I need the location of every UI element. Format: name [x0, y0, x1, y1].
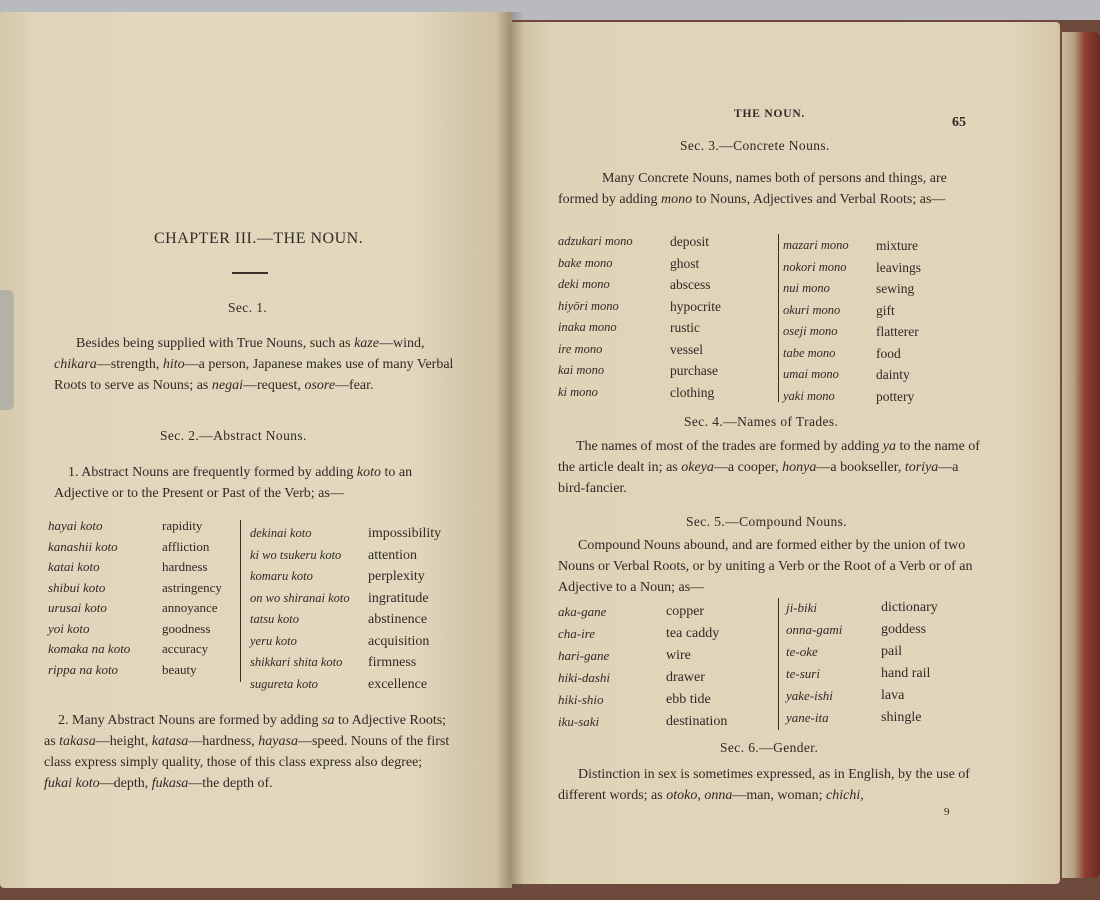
italic-term: koto — [356, 465, 381, 480]
sec1-paragraph — [54, 333, 456, 396]
list-item: pail — [881, 644, 902, 659]
compound-meanings-right — [881, 597, 938, 729]
list-item: dainty — [876, 367, 910, 382]
list-item: goodness — [162, 620, 211, 636]
sec5-heading: Sec. 5.—Compound Nouns. — [686, 514, 848, 529]
list-item: deposit — [670, 234, 709, 249]
list-item: umai mono — [783, 367, 839, 381]
book-cover-edge — [1062, 32, 1100, 878]
list-item: yane-ita — [786, 710, 829, 725]
text-run: Many Concrete Nouns, names both of persons and things, are formed by adding — [558, 171, 947, 207]
italic-term: negai — [211, 378, 243, 393]
text-run: —fear. — [335, 378, 374, 393]
list-item: komaka na koto — [48, 641, 131, 656]
concrete-meanings-right — [876, 235, 921, 407]
list-item: yaki mono — [783, 388, 835, 403]
list-item: komaru koto — [250, 569, 313, 583]
list-item: bake mono — [558, 255, 613, 270]
sec6-paragraph — [558, 764, 986, 806]
italic-term: kaze — [354, 336, 379, 351]
list-item: ingratitude — [368, 590, 429, 606]
list-item: on wo shiranai koto — [250, 590, 350, 605]
list-item: yoi koto — [48, 620, 90, 636]
list-item: dictionary — [881, 600, 938, 615]
italic-term: honya — [782, 460, 817, 475]
list-item: tabe mono — [783, 345, 836, 360]
compound-meanings-left — [666, 601, 727, 733]
list-item: deki mono — [558, 277, 610, 291]
list-item: rustic — [670, 320, 700, 335]
italic-term: fukai koto — [44, 776, 100, 791]
text-run: —a bookseller, — [816, 460, 905, 475]
compound-terms-right — [786, 597, 842, 729]
italic-term: toriya — [904, 460, 939, 475]
list-item: dekinai koto — [250, 526, 312, 540]
list-item: ki wo tsukeru koto — [250, 547, 342, 562]
list-item: ebb tide — [666, 692, 711, 707]
text-run: 2. Many Abstract Nouns are formed by adding — [58, 713, 322, 728]
list-item: cha-ire — [558, 626, 596, 641]
column-divider — [778, 234, 779, 402]
list-item: hari-gane — [558, 648, 610, 663]
sec2-paragraph-2 — [44, 710, 452, 794]
text-run: —the depth of. — [188, 776, 273, 791]
list-item: destination — [666, 714, 728, 729]
list-item: goddess — [881, 622, 927, 637]
text-run: —strength, — [96, 357, 163, 372]
list-item: yeru koto — [250, 633, 297, 648]
signature-mark: 9 — [944, 806, 950, 818]
list-item: drawer — [666, 670, 705, 685]
list-item: ji-biki — [786, 600, 818, 615]
page-edge-shadow — [0, 290, 14, 410]
list-item: shibui koto — [48, 579, 106, 595]
list-item: leavings — [876, 259, 921, 275]
italic-term: chikara — [54, 357, 97, 372]
list-item: attention — [368, 547, 417, 563]
list-item: mazari mono — [783, 238, 849, 252]
abstract-meanings-left — [162, 516, 222, 680]
concrete-terms-left — [558, 231, 633, 403]
italic-term: mono — [661, 192, 693, 207]
chapter-rule — [232, 272, 268, 274]
list-item: firmness — [368, 655, 417, 670]
list-item: rapidity — [162, 518, 203, 533]
sec2-heading: Sec. 2.—Abstract Nouns. — [160, 428, 307, 443]
list-item: hypocrite — [670, 298, 721, 314]
list-item: vessel — [670, 341, 703, 357]
text-run: —wind, — [378, 336, 425, 351]
text-run: —request, — [243, 378, 305, 393]
list-item: iku-saki — [558, 714, 600, 729]
list-item: aka-gane — [558, 604, 607, 619]
list-item: onna-gami — [786, 622, 843, 637]
italic-term: sa — [322, 713, 335, 728]
italic-term: otoko, onna — [666, 788, 733, 803]
list-item: nokori mono — [783, 259, 847, 274]
list-item: ire mono — [558, 341, 603, 356]
list-item: hiki-dashi — [558, 670, 610, 685]
sec2-paragraph-1 — [54, 462, 456, 504]
compound-terms-left — [558, 601, 610, 733]
abstract-terms-left — [48, 516, 130, 680]
column-divider — [778, 598, 779, 730]
list-item: ghost — [670, 255, 700, 271]
list-item: annoyance — [162, 600, 218, 615]
text-run: —speed. Nouns of the first class express simply quality, those of this class express also degree; — [44, 734, 450, 770]
list-item: mixture — [876, 238, 918, 253]
abstract-terms-right — [250, 523, 350, 695]
list-item: inaka mono — [558, 320, 617, 334]
text-run: Compound Nouns abound, and are formed either by the union of two Nouns or Verbal Roots, or by uniting a Verb or the Root of a Verb or of an Adjective to a Noun; as— — [558, 538, 973, 595]
list-item: kai mono — [558, 363, 605, 377]
list-item: abstinence — [368, 612, 428, 627]
italic-term: osore — [304, 378, 336, 393]
list-item: gift — [876, 302, 895, 318]
list-item: sugureta koto — [250, 676, 318, 691]
sec4-heading: Sec. 4.—Names of Trades. — [684, 414, 839, 429]
list-item: shingle — [881, 710, 922, 725]
concrete-meanings-left — [670, 231, 721, 403]
abstract-meanings-right — [368, 523, 441, 695]
text-run: to the name of the article dealt in; as — [558, 439, 980, 475]
list-item: kanashii koto — [48, 538, 118, 554]
text-run: The names of most of the trades are formed by adding — [576, 439, 883, 454]
list-item: wire — [666, 648, 691, 663]
italic-term: fukasa — [151, 776, 189, 791]
list-item: hardness — [162, 559, 208, 574]
text-run: —depth, — [99, 776, 152, 791]
text-run: Besides being supplied with True Nouns, such as — [76, 336, 355, 351]
column-divider — [240, 520, 241, 682]
list-item: astringency — [162, 579, 222, 595]
list-item: purchase — [670, 363, 718, 378]
text-run: to an Adjective or to the Present or Past of the Verb; as— — [54, 465, 413, 501]
list-item: oseji mono — [783, 324, 838, 338]
page-number: 65 — [952, 115, 966, 130]
text-run: to Nouns, Adjectives and Verbal Roots; as— — [692, 192, 946, 207]
text-run: —a person, Japanese makes use of many Verbal Roots to serve as Nouns; as — [54, 357, 454, 393]
list-item: accuracy — [162, 641, 209, 656]
list-item: ki mono — [558, 384, 598, 399]
list-item: tatsu koto — [250, 612, 299, 626]
list-item: hiki-shio — [558, 692, 604, 707]
italic-term: hayasa — [258, 734, 298, 749]
sec6-heading: Sec. 6.—Gender. — [720, 740, 819, 755]
list-item: beauty — [162, 661, 197, 677]
list-item: flatterer — [876, 324, 919, 339]
italic-term: okeya — [681, 460, 714, 475]
list-item: pottery — [876, 388, 915, 404]
sec3-paragraph — [558, 168, 978, 210]
list-item: urusai koto — [48, 600, 107, 615]
list-item: nui mono — [783, 281, 830, 295]
italic-term: hito — [162, 357, 185, 372]
concrete-terms-right — [783, 235, 849, 407]
list-item: hiyōri mono — [558, 298, 619, 313]
list-item: te-oke — [786, 644, 818, 659]
book-gutter — [496, 12, 524, 888]
sec5-paragraph — [558, 535, 982, 598]
list-item: shikkari shita koto — [250, 655, 343, 669]
italic-term: chichi, — [826, 788, 864, 803]
text-run: —man, woman; — [732, 788, 827, 803]
list-item: sewing — [876, 281, 915, 296]
text-run: 1. Abstract Nouns are frequently formed by adding — [68, 465, 357, 480]
sec1-heading: Sec. 1. — [228, 300, 268, 315]
list-item: adzukari mono — [558, 234, 633, 248]
list-item: excellence — [368, 676, 428, 692]
list-item: abscess — [670, 277, 711, 292]
text-run: —a cooper, — [713, 460, 783, 475]
list-item: te-suri — [786, 666, 820, 681]
italic-term: ya — [882, 439, 896, 454]
sec3-heading: Sec. 3.—Concrete Nouns. — [680, 138, 830, 153]
text-run: —height, — [95, 734, 152, 749]
list-item: okuri mono — [783, 302, 841, 317]
list-item: acquisition — [368, 633, 430, 649]
list-item: hand rail — [881, 666, 931, 681]
list-item: affliction — [162, 538, 210, 554]
list-item: rippa na koto — [48, 661, 119, 677]
list-item: yake-ishi — [786, 688, 833, 703]
list-item: katai koto — [48, 559, 100, 574]
list-item: clothing — [670, 384, 715, 400]
list-item: impossibility — [368, 526, 442, 541]
list-item: tea caddy — [666, 626, 720, 641]
running-header: THE NOUN. — [734, 108, 806, 120]
list-item: hayai koto — [48, 518, 103, 533]
italic-term: katasa — [151, 734, 189, 749]
list-item: lava — [881, 688, 905, 703]
chapter-title: CHAPTER III.—THE NOUN. — [154, 230, 364, 247]
text-run: Distinction in sex is sometimes expressed, as in English, by the use of different words; as — [558, 767, 970, 803]
text-run: —hardness, — [188, 734, 259, 749]
list-item: copper — [666, 604, 705, 619]
text-run: —a bird-fancier. — [558, 460, 959, 496]
list-item: food — [876, 345, 901, 361]
sec4-paragraph — [558, 436, 982, 499]
italic-term: takasa — [59, 734, 96, 749]
list-item: perplexity — [368, 569, 425, 584]
text-run: to Adjective Roots; as — [44, 713, 447, 749]
